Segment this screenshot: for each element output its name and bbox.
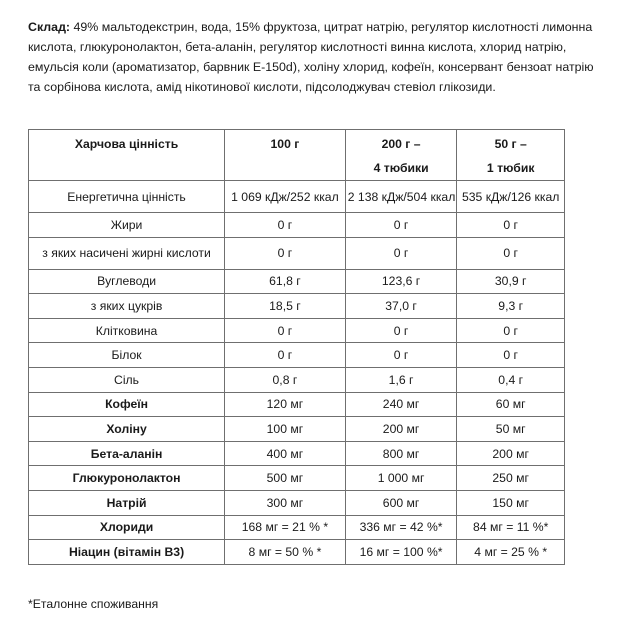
table-row	[29, 343, 565, 368]
table-row	[29, 294, 565, 319]
composition-label: Склад:	[28, 20, 71, 34]
nutrient-value-cell: 800 мг	[345, 441, 457, 466]
nutrient-value-cell: 0 г	[225, 213, 346, 238]
nutrient-value-cell: 0 г	[457, 343, 565, 368]
nutrient-name-cell: Вуглеводи	[29, 269, 225, 294]
nutrient-name-cell: з яких насичені жирні кислоти	[29, 237, 225, 269]
nutrient-value-cell: 37,0 г	[345, 294, 457, 319]
nutrient-value-cell: 0,8 г	[225, 367, 346, 392]
nutrient-value-cell: 16 мг = 100 %*	[345, 540, 457, 565]
nutrient-value-cell: 100 мг	[225, 417, 346, 442]
table-row	[29, 181, 565, 213]
nutrient-value-cell: 600 мг	[345, 490, 457, 515]
nutrient-value-cell: 0 г	[457, 213, 565, 238]
header-100g: 100 г	[225, 130, 346, 181]
table-row	[29, 441, 565, 466]
nutrient-value-cell: 9,3 г	[457, 294, 565, 319]
nutrient-value-cell: 500 мг	[225, 466, 346, 491]
nutrient-value-cell: 61,8 г	[225, 269, 346, 294]
nutrient-value-cell: 535 кДж/126 ккал	[457, 181, 565, 213]
table-row	[29, 367, 565, 392]
nutrient-name-cell: Енергетична цінність	[29, 181, 225, 213]
nutrient-value-cell: 0 г	[457, 237, 565, 269]
nutrient-value-cell: 0 г	[345, 213, 457, 238]
table-row	[29, 417, 565, 442]
table-row	[29, 237, 565, 269]
nutrient-value-cell: 200 мг	[457, 441, 565, 466]
table-row	[29, 318, 565, 343]
table-row	[29, 540, 565, 565]
nutrient-value-cell: 0 г	[225, 237, 346, 269]
nutrient-value-cell: 18,5 г	[225, 294, 346, 319]
nutrient-value-cell: 1 069 кДж/252 ккал	[225, 181, 346, 213]
header-nutrition-value: Харчова цінність	[29, 130, 225, 181]
composition-paragraph	[28, 17, 608, 97]
nutrient-name-cell: Сіль	[29, 367, 225, 392]
nutrient-value-cell: 0 г	[457, 318, 565, 343]
table-row	[29, 515, 565, 540]
nutrient-value-cell: 300 мг	[225, 490, 346, 515]
nutrient-value-cell: 0 г	[225, 318, 346, 343]
nutrient-value-cell: 8 мг = 50 % *	[225, 540, 346, 565]
nutrient-value-cell: 200 мг	[345, 417, 457, 442]
table-header-row	[29, 130, 565, 181]
nutrient-value-cell: 30,9 г	[457, 269, 565, 294]
table-row	[29, 269, 565, 294]
nutrient-name-cell: з яких цукрів	[29, 294, 225, 319]
header-50g: 50 г – 1 тюбик	[457, 130, 565, 181]
nutrient-value-cell: 168 мг = 21 % *	[225, 515, 346, 540]
nutrient-value-cell: 250 мг	[457, 466, 565, 491]
table-row	[29, 213, 565, 238]
composition-text: 49% мальтодекстрин, вода, 15% фруктоза, цитрат натрію, регулятор кислотності лимонна кислота, глюкуронолактон, бета-аланін, регулятор кислотності винна кислота, хлорид натрію, емульсія коли (ароматизатор, барвник E-150d), холіну хлорид, кофеїн, консервант бензоат натрію та сорбінова кислота, амід нікотинової кислоти, підсолоджувач стевіол глікозиди.	[28, 20, 594, 94]
nutrient-name-cell: Білок	[29, 343, 225, 368]
nutrient-value-cell: 60 мг	[457, 392, 565, 417]
nutrient-value-cell: 0 г	[345, 318, 457, 343]
nutrient-value-cell: 123,6 г	[345, 269, 457, 294]
header-200g: 200 г – 4 тюбики	[345, 130, 457, 181]
nutrient-value-cell: 150 мг	[457, 490, 565, 515]
nutrient-value-cell: 4 мг = 25 % *	[457, 540, 565, 565]
nutrient-name-cell: Бета-аланін	[29, 441, 225, 466]
nutrient-name-cell: Хлориди	[29, 515, 225, 540]
nutrient-value-cell: 0 г	[345, 343, 457, 368]
nutrient-value-cell: 0 г	[345, 237, 457, 269]
nutrient-value-cell: 120 мг	[225, 392, 346, 417]
nutrient-value-cell: 50 мг	[457, 417, 565, 442]
table-row	[29, 392, 565, 417]
nutrient-name-cell: Клітковина	[29, 318, 225, 343]
nutrient-value-cell: 84 мг = 11 %*	[457, 515, 565, 540]
nutrient-name-cell: Холіну	[29, 417, 225, 442]
nutrient-name-cell: Кофеїн	[29, 392, 225, 417]
nutrient-value-cell: 1,6 г	[345, 367, 457, 392]
nutrient-value-cell: 0,4 г	[457, 367, 565, 392]
nutrient-name-cell: Ніацин (вітамін B3)	[29, 540, 225, 565]
nutrient-value-cell: 336 мг = 42 %*	[345, 515, 457, 540]
nutrient-name-cell: Натрій	[29, 490, 225, 515]
nutrient-value-cell: 0 г	[225, 343, 346, 368]
table-row	[29, 466, 565, 491]
nutrient-value-cell: 240 мг	[345, 392, 457, 417]
nutrition-table	[28, 129, 565, 565]
nutrient-value-cell: 2 138 кДж/504 ккал	[345, 181, 457, 213]
table-row	[29, 490, 565, 515]
nutrient-name-cell: Глюкуронолактон	[29, 466, 225, 491]
nutrient-value-cell: 400 мг	[225, 441, 346, 466]
footnote: *Еталонне споживання	[28, 597, 159, 611]
nutrient-value-cell: 1 000 мг	[345, 466, 457, 491]
nutrient-name-cell: Жири	[29, 213, 225, 238]
